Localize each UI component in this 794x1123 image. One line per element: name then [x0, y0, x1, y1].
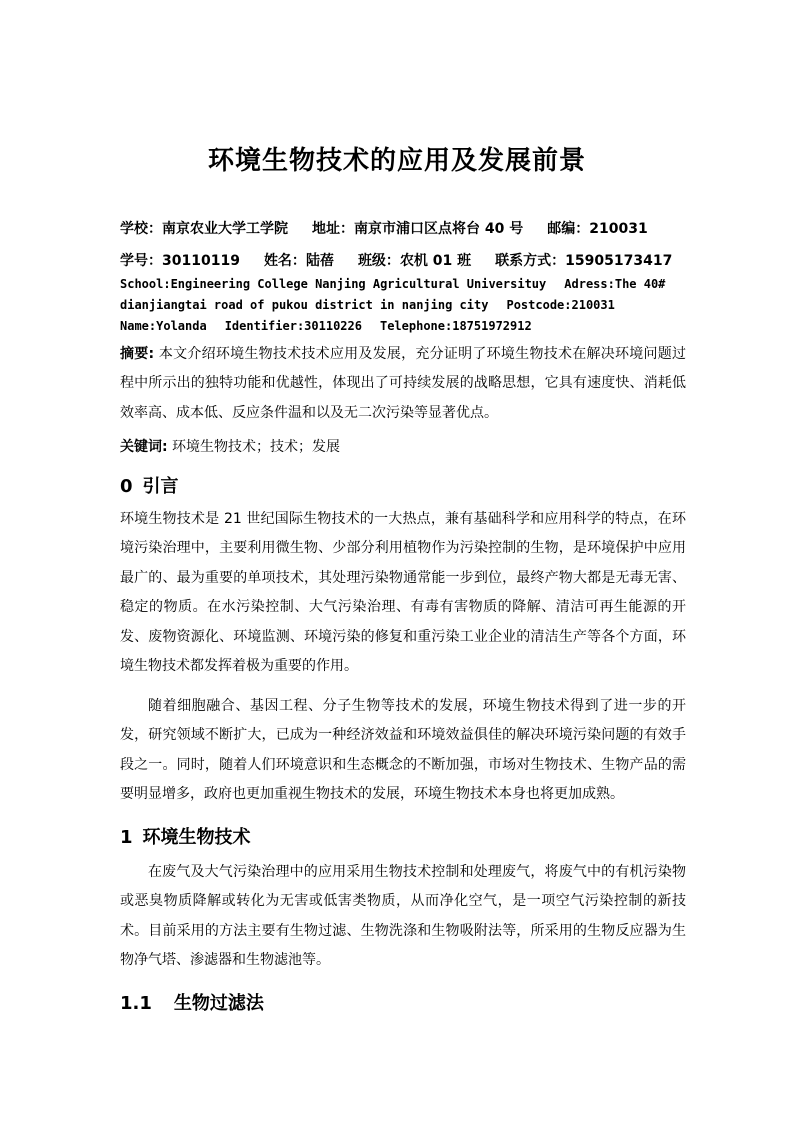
student-id-label: 学号：	[120, 253, 162, 269]
identifier-en: Identifier:30110226	[224, 319, 362, 333]
author-info-en-line2	[120, 298, 615, 312]
section-title: 生物过滤法	[173, 993, 264, 1014]
class-value: 农机 01 班	[399, 253, 472, 269]
class-label: 班级：	[357, 253, 400, 269]
paper-title: 环境生物技术的应用及发展前景	[207, 146, 586, 176]
abstract	[120, 340, 686, 428]
section-heading-0	[120, 472, 179, 498]
author-info-cn-line1	[120, 218, 648, 238]
postcode-en: Postcode:210031	[506, 298, 615, 312]
section-title: 环境生物技术	[142, 827, 251, 848]
school-label: 学校：	[120, 221, 162, 237]
address-en-start: Adress:The 40#	[564, 277, 666, 291]
author-info-cn-line2	[120, 250, 672, 270]
section-number: 1.1	[120, 993, 152, 1014]
abstract-text: 本文介绍环境生物技术技术应用及发展，充分证明了环境生物技术在解决环境问题过程中所示出的独特功能和优越性，体现出了可持续发展的战略思想，它具有速度快、消耗低效率高、成本低、反应条件温和以及无二次污染等显著优点。	[120, 346, 686, 421]
address-label: 地址：	[312, 221, 354, 237]
telephone-en: Telephone:18751972912	[379, 319, 532, 333]
section-title: 引言	[142, 476, 179, 497]
section-0-paragraph-1: 环境生物技术是 21 世纪国际生物技术的一大热点，兼有基础科学和应用科学的特点，在环境污染治理中，主要利用微生物、少部分利用植物作为污染控制的生物，是环境保护中应用最广的、最为重要的单项技术，其处理污染物通常能一步到位，最终产物大都是无毒无害、稳定的物质。在水污染控制、大气污染治理、有毒有害物质的降解、清洁可再生能源的开发、废物资源化、环境监测、环境污染的修复和重污染工业企业的清洁生产等各个方面，环境生物技术都发挥着极为重要的作用。	[120, 511, 686, 675]
postcode-value: 210031	[589, 221, 648, 237]
student-id-value: 30110119	[162, 253, 240, 269]
school-en: School:Engineering College Nanjing Agricultural Universituy	[120, 277, 547, 291]
subsection-heading-1-1	[120, 989, 264, 1015]
address-en-rest: dianjiangtai road of pukou district in nanjing city	[120, 298, 489, 312]
contact-value: 15905173417	[565, 253, 673, 269]
school-value: 南京农业大学工学院	[162, 221, 288, 237]
name-en: Name:Yolanda	[120, 319, 207, 333]
postcode-label: 邮编：	[547, 221, 590, 237]
section-0-paragraph-2: 随着细胞融合、基因工程、分子生物等技术的发展，环境生物技术得到了进一步的开发，研究领域不断扩大，已成为一种经济效益和环境效益俱佳的解决环境污染问题的有效手段之一。同时，随着人们环境意识和生态概念的不断加强，市场对生物技术、生物产品的需要明显增多，政府也更加重视生物技术的发展，环境生物技术本身也将更加成熟。	[120, 698, 686, 803]
keywords	[120, 436, 340, 456]
name-label: 姓名：	[263, 253, 306, 269]
name-value: 陆蓓	[305, 253, 334, 269]
abstract-label: 摘要:	[120, 346, 155, 362]
section-heading-1	[120, 823, 251, 849]
contact-label: 联系方式：	[495, 253, 566, 269]
author-info-en-line3	[120, 319, 532, 333]
section-1-paragraph-1: 在废气及大气污染治理中的应用采用生物技术控制和处理废气，将废气中的有机污染物或恶臭物质降解或转化为无害或低害类物质，从而净化空气，是一项空气污染控制的新技术。目前采用的方法主要有生物过滤、生物洗涤和生物吸附法等，所采用的生物反应器为生物净气塔、渗滤器和生物滤池等。	[120, 864, 686, 969]
keywords-text: 环境生物技术；技术；发展	[167, 439, 341, 455]
author-info-en-line1	[120, 277, 665, 291]
section-number: 0	[120, 476, 133, 497]
section-number: 1	[120, 827, 133, 848]
address-value: 南京市浦口区点将台 40 号	[354, 221, 524, 237]
keywords-label: 关键词:	[120, 439, 168, 455]
